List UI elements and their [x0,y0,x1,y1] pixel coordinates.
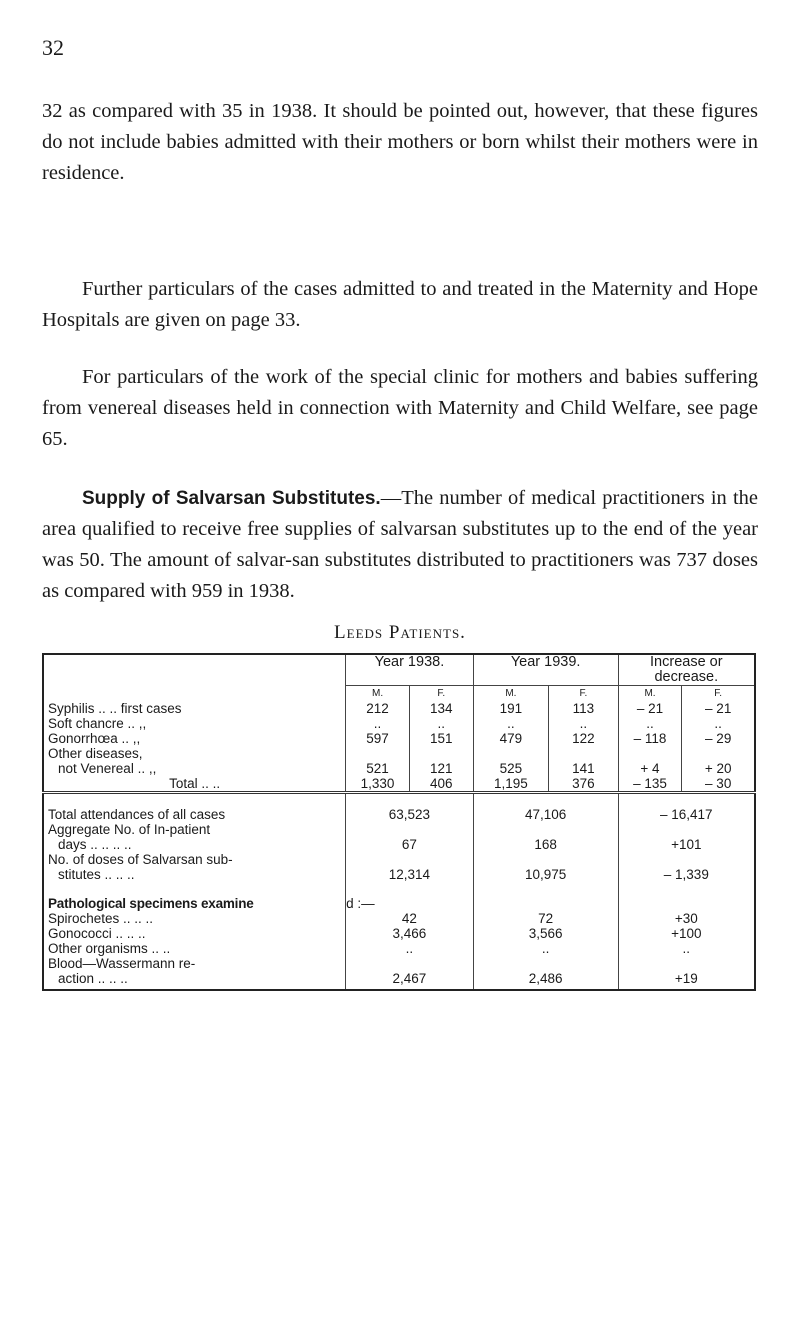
page-number: 32 [42,35,64,60]
header-m-1939: M. [473,686,548,702]
header-row-years [43,654,755,686]
total-label: Total .. .. [43,776,346,793]
total-row: Total .. .. 1,330 406 1,195 376 – 135 – 30 [43,776,755,793]
table-row: not Venereal .. ,, 521 121 525 141 + 4 + 20 [43,761,755,776]
salvarsan-body: —The number of medical practitioners in the area qualified to receive free supplies of salvarsan substitutes up to the end of the year was 50. The amount of salvar-san substitutes distributed to practitioners was 737 doses as compared with 959 in 1938. [42,487,759,602]
pathological-heading: Pathological specimens examine [43,896,346,911]
paragraph-continuation: 32 as compared with 35 in 1938. It should be pointed out, however, that these figures do not include babies admitted with their mothers or born whilst their mothers were in residence. [42,100,758,184]
leeds-patients-table [42,653,756,991]
table-row: Aggregate No. of In-patient [43,822,755,837]
header-m-1938: M. [346,686,410,702]
table-row: Soft chancre .. ,, .. .. .. .. .. .. [43,716,755,731]
header-year-1938: Year 1938. [346,654,474,686]
header-f-change: F. [682,686,755,702]
table-row: Spirochetes .. .. .. 42 72 +30 [43,911,755,926]
header-row-sex [43,686,755,702]
header-blank [43,654,346,686]
table-row: action .. .. .. 2,467 2,486 +19 [43,971,755,990]
table-row: Syphilis .. .. first cases 212 134 191 113 – 21 – 21 [43,701,755,716]
table-row: Blood—Wassermann re- [43,956,755,971]
header-f-1938: F. [409,686,473,702]
paragraph-maternity-hope: Further particulars of the cases admitted to and treated in the Maternity and Hope Hospitals are given on page 33. [42,278,758,331]
table-title: Leeds Patients. [334,622,466,643]
table-row: stitutes .. .. .. 12,314 10,975 – 1,339 [43,867,755,882]
header-m-change: M. [618,686,682,702]
pathological-heading-row [43,896,755,911]
table-row: No. of doses of Salvarsan sub- [43,852,755,867]
table-row: Total attendances of all cases 63,523 47,106 – 16,417 [43,807,755,822]
table-row: days .. .. .. .. 67 168 +101 [43,837,755,852]
paragraph-salvarsan [42,483,758,607]
pathological-heading-tail: d :— [346,896,474,911]
table-row: Other organisms .. .. .. .. .. [43,941,755,956]
salvarsan-heading: Supply of Salvarsan Substitutes. [82,488,381,509]
table-row: Gonococci .. .. .. 3,466 3,566 +100 [43,926,755,941]
paragraph-special-clinic: For particulars of the work of the special clinic for mothers and babies suffering from venereal diseases held in connection with Maternity and Child Welfare, see page 65. [42,366,758,450]
header-change: Increase or decrease. [618,654,755,686]
table-row: Other diseases, [43,746,755,761]
header-f-1939: F. [549,686,619,702]
table-row: Gonorrhœa .. ,, 597 151 479 122 – 118 – 29 [43,731,755,746]
header-year-1939: Year 1939. [473,654,618,686]
